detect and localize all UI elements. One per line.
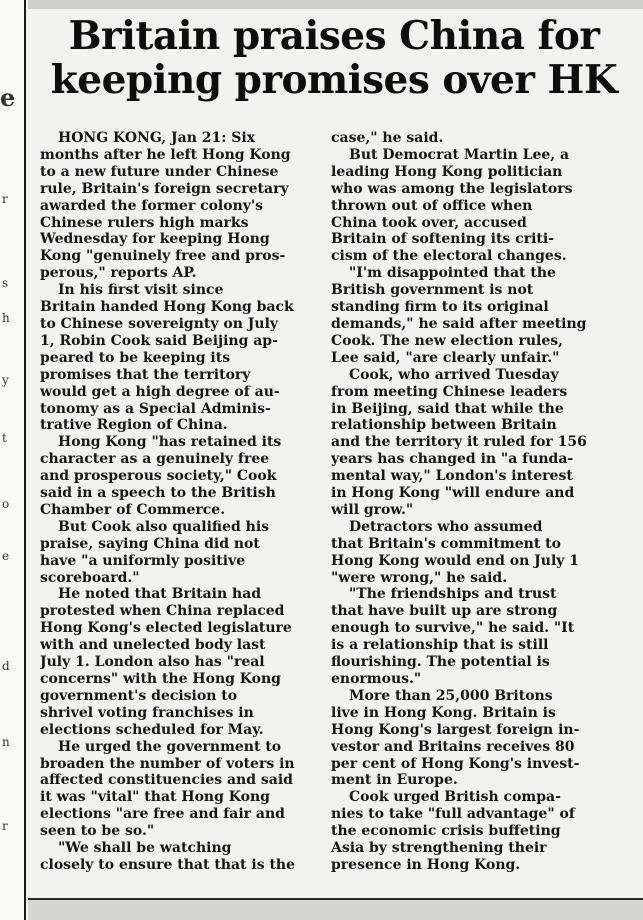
article-line: promises that the territory [40,366,251,383]
article-line: standing firm to its original [331,299,549,316]
article-line: Chinese rulers high marks [40,214,249,231]
article-line: rule, Britain's foreign secretary [40,180,289,197]
margin-fragment: y [2,373,9,387]
article-line: leading Hong Kong politician [331,163,563,180]
article-line: closely to ensure that that is the [40,856,296,873]
article-line: "were wrong," he said. [331,569,508,586]
article-line: who was among the legislators [331,180,573,197]
article-headline [34,14,634,102]
article-line: British government is not [331,282,534,299]
article-line: demands," he said after meeting [331,315,587,332]
article-line: flourishing. The potential is [331,654,550,671]
article-line: elections scheduled for May. [40,721,264,738]
article-line: have "a uniformly positive [40,552,246,569]
article-line: and prosperous society," Cook [40,468,277,485]
article-line: 1, Robin Cook said Beijing ap- [40,332,278,349]
article-line: years has changed in "a funda- [331,451,574,468]
headline-line-1: Britain praises China for [68,13,600,59]
article-line: trative Region of China. [40,417,228,434]
article-line: live in Hong Kong. Britain is [331,704,556,721]
article-line: Cook urged British compa- [349,789,561,806]
article-line: awarded the former colony's [40,197,264,214]
article-line: it was "vital" that Hong Kong [40,789,270,806]
article-line: concerns" with the Hong Kong [40,671,281,687]
article-line: from meeting Chinese leaders [331,383,568,400]
article-line: More than 25,000 Britons [349,687,553,704]
margin-fragment: e [2,549,10,563]
article-line: He urged the government to [58,738,282,755]
article-line: vestor and Britains receives 80 [331,738,575,755]
article-line: "I'm disappointed that the [349,265,556,282]
article-line: ment in Europe. [331,772,458,789]
article-line: Hong Kong would end on July 1 [331,552,580,569]
article-line: case," he said. [331,130,444,146]
torn-top-edge [28,0,643,9]
article-line: shrivel voting franchises in [40,704,254,721]
article-line: perous," reports AP. [40,265,197,282]
article-line: July 1. London also has "real [40,654,265,671]
article-line: Hong Kong's elected legislature [40,620,292,637]
article-line: per cent of Hong Kong's invest- [331,755,580,772]
headline-line-2: keeping promises over HK [50,57,618,103]
article-line: that have built up are strong [331,603,558,620]
article-line: peared to be keeping its [40,349,231,366]
article-line: Wednesday for keeping Hong [40,231,270,248]
adjacent-column-fragment [0,0,24,920]
article-line: "The friendships and trust [349,586,557,603]
column-divider [24,0,26,920]
margin-fragment: h [2,311,10,325]
article-line: But Democrat Martin Lee, a [349,146,570,163]
article-column-right [331,130,607,874]
article-line: Cook. The new election rules, [331,332,564,349]
article-column-left [40,130,316,874]
article-line: In his first visit since [58,282,224,299]
article-line: is a relationship that is still [331,637,549,654]
margin-fragment: r [2,192,8,206]
margin-fragment: r [2,819,8,833]
article-line: Lee said, "are clearly unfair." [331,349,560,366]
article-line: Britain handed Hong Kong back [40,299,294,316]
article-line: "We shall be watching [58,840,232,857]
article-line: nies to take "full advantage" of [331,806,575,823]
torn-bottom-edge [28,900,643,920]
margin-fragment: s [2,276,9,290]
article-line: Detractors who assumed [349,518,543,535]
article-line: government's decision to [40,687,238,704]
margin-fragment: t [2,431,7,445]
article-line: He noted that Britain had [58,586,262,603]
article-line: tonomy as a Special Adminis- [40,400,271,417]
article-line: character as a genuinely free [40,451,270,468]
article-line: Kong "genuinely free and pros- [40,248,286,265]
article-line: Hong Kong's largest foreign in- [331,721,580,738]
article-line: will grow." [331,501,414,518]
article-line: HONG KONG, Jan 21: Six [58,130,256,146]
article-line: to Chinese sovereignty on July [40,315,279,332]
article-line: with and unelected body last [40,637,266,654]
margin-fragment: o [2,497,10,511]
article-line: in Beijing, said that while the [331,400,564,417]
article-line: Hong Kong "has retained its [58,434,282,451]
article-line: broaden the number of voters in [40,755,295,772]
article-line: in Hong Kong "will endure and [331,485,575,502]
article-line: affected constituencies and said [40,772,293,789]
article-line: presence in Hong Kong. [331,856,521,873]
article-line: praise, saying China did not [40,535,260,552]
article-line: and the territory it ruled for 156 [331,434,587,451]
article-line: to a new future under Chinese [40,163,279,180]
article-line: relationship between Britain [331,417,557,434]
article-line: Britain of softening its criti- [331,231,554,248]
article-line: China took over, accused [331,214,527,231]
article-line: cism of the electoral changes. [331,248,567,265]
article-line: enormous." [331,671,422,687]
article-line: mental way," London's interest [331,468,573,485]
article-line: that Britain's commitment to [331,535,561,552]
article-line: the economic crisis buffeting [331,823,561,840]
margin-fragment: e [0,83,16,112]
article-line: enough to survive," he said. "It [331,620,575,637]
margin-fragment: d [2,659,10,673]
article-line: protested when China replaced [40,603,285,620]
article-line: scoreboard." [40,569,140,586]
article-line: Chamber of Commerce. [40,501,226,518]
article-line: But Cook also qualified his [58,518,270,535]
article-line: thrown out of office when [331,197,533,214]
article-line: would get a high degree of au- [40,383,280,400]
article-line: said in a speech to the British [40,485,276,502]
article-line: elections "are free and fair and [40,806,285,823]
article-line: months after he left Hong Kong [40,146,291,163]
margin-fragment: n [2,735,10,749]
article-line: seen to be so." [40,823,155,840]
article-line: Cook, who arrived Tuesday [349,366,559,383]
article-line: Asia by strengthening their [331,840,547,857]
